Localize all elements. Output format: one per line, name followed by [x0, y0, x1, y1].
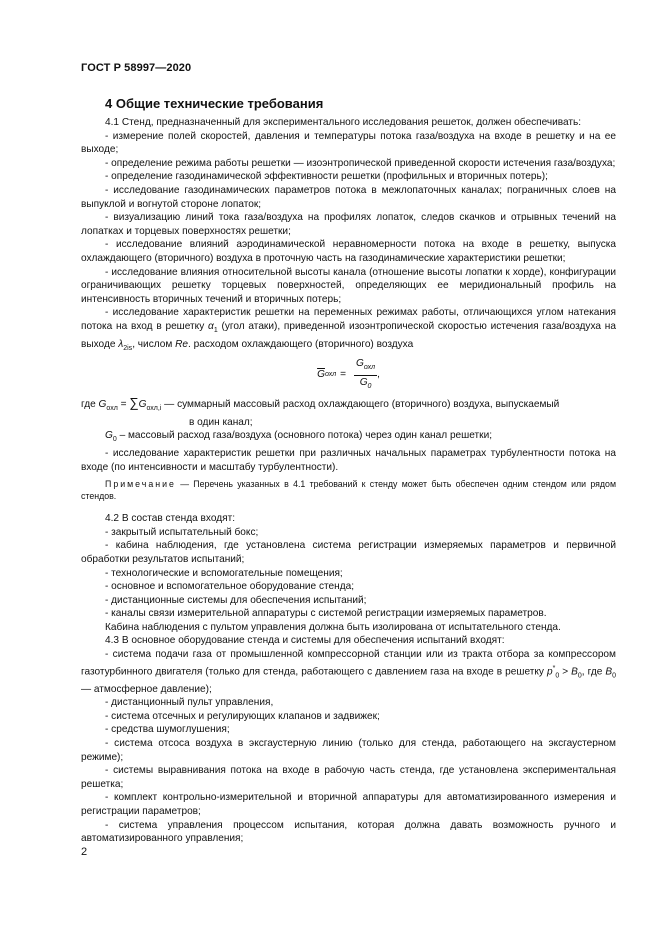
clause-4-2-intro: 4.2 В состав стенда входят: [105, 513, 236, 525]
list-item: - комплект контрольно-измерительной и вторичной аппаратуры для автоматизированного измерения и регистрации параметров; [81, 792, 616, 817]
list-item: - исследование влияния относительной высоты канала (отношение высоты лопатки к хорде), конфигурации ограничивающих решетку торцевых поверхностей, определяющих ее меридиональный профиль на интенсивность вторичных течений и вторичных потерь; [81, 266, 616, 305]
note: Примечание — Перечень указанных в 4.1 требований к стенду может быть обеспечен одним стендом или рядом стендов. [81, 479, 616, 502]
cooling-flow-formula: $\overline{G}$ охл = $\frac{G_{охл}}{G_0}$ , [317, 358, 380, 390]
list-item: - исследование газодинамических параметров потока в межлопаточных каналах; пограничных слоев на выпуклой и вогнутой стороне лопаток; [81, 184, 616, 210]
list-item: - измерение полей скоростей, давления и температуры потока газа/воздуха на входе в решетку и на ее выходе; [81, 130, 616, 156]
list-item: - дистанционные системы для обеспечения испытаний; [105, 594, 367, 606]
document-header: ГОСТ Р 58997—2020 [81, 62, 192, 74]
clause-4-1-intro: 4.1 Стенд, предназначенный для экспериментального исследования решеток, должен обеспечивать: [105, 117, 582, 128]
document-body [81, 116, 616, 846]
list-item: - каналы связи измерительной аппаратуры с системой регистрации измеряемых параметров. [105, 608, 547, 620]
formula-g0-definition: $G_0$ – массовый расход газа/воздуха (основного потока) через один канал решетки; [105, 430, 493, 444]
list-item: - система отсечных и регулирующих клапанов и задвижек; [105, 710, 380, 722]
list-item-gas-supply: - система подачи газа от промышленной компрессорной станции или из тракта отбора за компрессором газотурбинного двигателя (только для стенда, работающего с давлением газа на входе в решетку $p^*_0 > B_0$, где $B_0$ — атмосферное давление); [81, 649, 616, 695]
formula-where-line: где $G_{охл} = \sum G_{охл,i}$ — суммарный массовый расход охлаждающего (вторичного) воздуха, выпускаемый [81, 395, 560, 413]
list-item: - система отсоса воздуха в эксгаустерную линию (только для стенда, работающего на эксгаустерном режиме); [81, 738, 616, 763]
cabin-isolation-text: Кабина наблюдения с пультом управления должна быть изолирована от испытательного стенда. [105, 621, 561, 633]
section-title: 4 Общие технические требования [105, 96, 324, 111]
list-item: - основное и вспомогательное оборудование стенда; [105, 581, 355, 593]
list-item: - средства шумоглушения; [105, 724, 230, 736]
list-item: - определение режима работы решетки — изоэнтропической приведенной скорости истечения газа/воздуха; [105, 157, 616, 169]
list-item: - закрытый испытательный бокс; [105, 526, 259, 538]
page-number: 2 [81, 846, 88, 858]
list-item-variable-modes: - исследование характеристик решетки на переменных режимах работы, отличающихся углом натекания потока на вход в решетку $\alpha_1$ (угол атаки), приведенной изоэнтропической скоростью истечения газа/воздуха на выходе $\lambda_{2is}$, числом Re. расходом охлаждающего (вторичного) воздуха [81, 307, 616, 352]
list-item: - кабина наблюдения, где установлена система регистрации измеряемых параметров и первичной обработки результатов испытаний; [81, 540, 616, 565]
list-item: - исследование влияний аэродинамической неравномерности потока на входе в решетку, выпуска охлаждающего (вторичного) воздуха в проточную часть на газодинамические характеристики решетки; [81, 239, 616, 264]
list-item: - системы выравнивания потока на входе в рабочую часть стенда, где установлена экспериментальная решетка; [81, 765, 616, 790]
list-item: - система управления процессом испытания, которая должна давать возможность ручного и автоматизированного управления; [81, 819, 616, 845]
list-item: - дистанционный пульт управления, [105, 697, 274, 709]
list-item: - визуализацию линий тока газа/воздуха на профилях лопаток, следов скачков и отрывных течений на лопатках и торцевых поверхностях решетки; [81, 212, 616, 237]
formula-where-cont: в один канал; [189, 416, 253, 428]
clause-4-3-intro: 4.3 В основное оборудование стенда и системы для обеспечения испытаний входят: [105, 635, 505, 647]
list-item: - технологические и вспомогательные помещения; [105, 567, 343, 579]
list-item: - определение газодинамической эффективности решетки (профильных и вторичных потерь); [105, 171, 548, 183]
list-item: - исследование характеристик решетки при различных начальных параметрах турбулентности потока на входе (по интенсивности и масштабу турбулентности). [81, 447, 616, 473]
